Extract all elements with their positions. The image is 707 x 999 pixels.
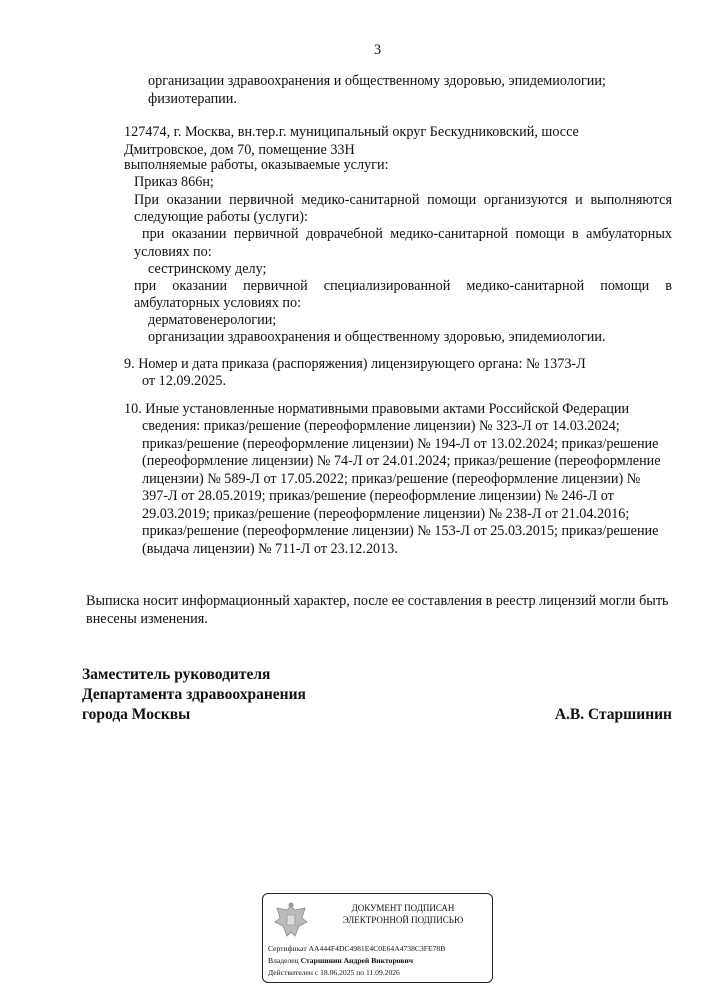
text-line: сведения: приказ/решение (переоформление лицензии) № 323-Л от 14.03.2024; — [142, 418, 620, 434]
text-line: (выдача лицензии) № 711-Л от 23.12.2013. — [142, 541, 398, 557]
text-line: лицензии) № 589-Л от 17.05.2022; приказ/решение (переоформление лицензии) № — [142, 471, 641, 487]
stamp-certificate: Сертификат AA444F4DC4981E4C0E64A4738C3FE78B — [268, 944, 446, 953]
signer-title: Заместитель руководителя — [82, 666, 271, 683]
signer-name: А.В. Старшинин — [554, 706, 672, 723]
disclaimer: внесены изменения. — [86, 611, 208, 627]
signer-title: Департамента здравоохранения — [82, 686, 306, 703]
section-9-date: от 12.09.2025. — [142, 373, 227, 389]
stamp-validity: Действителен с 18.06.2025 по 11.09.2026 — [268, 968, 400, 977]
section-9: 9. Номер и дата приказа (распоряжения) лицензирующего органа: № 1373-Л — [124, 356, 586, 372]
certificate-number: AA444F4DC4981E4C0E64A4738C3FE78B — [308, 944, 446, 953]
stamp-heading: ЭЛЕКТРОННОЙ ПОДПИСЬЮ — [342, 915, 464, 925]
signer-title: города Москвы — [82, 706, 191, 723]
text-line: организации здравоохранения и общественному здоровью, эпидемиологии. — [148, 329, 606, 345]
text-line: следующие работы (услуги): — [134, 209, 308, 225]
text-line: организации здравоохранения и общественному здоровью, эпидемиологии; — [148, 73, 606, 89]
coat-of-arms-icon — [271, 900, 311, 940]
text-line: 29.03.2019; приказ/решение (переоформление лицензии) № 238-Л от 21.04.2016; — [142, 506, 630, 522]
text-line: при оказании первичной доврачебной медико-санитарной помощи в амбулаторных — [142, 226, 672, 242]
text-line: приказ/решение (переоформление лицензии) № 153-Л от 25.03.2015; приказ/решение — [142, 523, 659, 539]
text-line: (переоформление лицензии) № 74-Л от 24.01.2024; приказ/решение (переоформление — [142, 453, 661, 469]
text-line: приказ/решение (переоформление лицензии) № 194-Л от 13.02.2024; приказ/решение — [142, 436, 659, 452]
text-line: условиях по: — [134, 244, 212, 260]
electronic-signature-stamp — [262, 893, 493, 983]
section-10: 10. Иные установленные нормативными правовыми актами Российской Федерации — [124, 401, 630, 417]
disclaimer: Выписка носит информационный характер, после ее составления в реестр лицензий могли быть — [86, 593, 669, 609]
text-line: 397-Л от 28.05.2019; приказ/решение (переоформление лицензии) № 246-Л от — [142, 488, 614, 504]
stamp-owner: Владелец Старшинин Андрей Викторович — [268, 956, 414, 965]
address-line: 127474, г. Москва, вн.тер.г. муниципальный округ Бескудниковский, шоссе — [124, 124, 579, 140]
text-line: выполняемые работы, оказываемые услуги: — [124, 157, 389, 173]
text-line: амбулаторных условиях по: — [134, 295, 302, 311]
text-line: При оказании первичной медико-санитарной помощи организуются и выполняются — [134, 192, 672, 208]
text-line: дерматовенерологии; — [148, 312, 277, 328]
stamp-heading: ДОКУМЕНТ ПОДПИСАН — [351, 903, 455, 913]
address-line: Дмитровское, дом 70, помещение 33Н — [124, 142, 355, 158]
text-line: физиотерапии. — [148, 91, 237, 107]
text-line: Приказ 866н; — [134, 174, 214, 190]
text-line: сестринскому делу; — [148, 261, 267, 277]
page-number: 3 — [374, 42, 382, 58]
text-line: при оказании первичной специализированной медико-санитарной помощи в — [134, 278, 672, 294]
owner-name: Старшинин Андрей Викторович — [300, 956, 414, 965]
